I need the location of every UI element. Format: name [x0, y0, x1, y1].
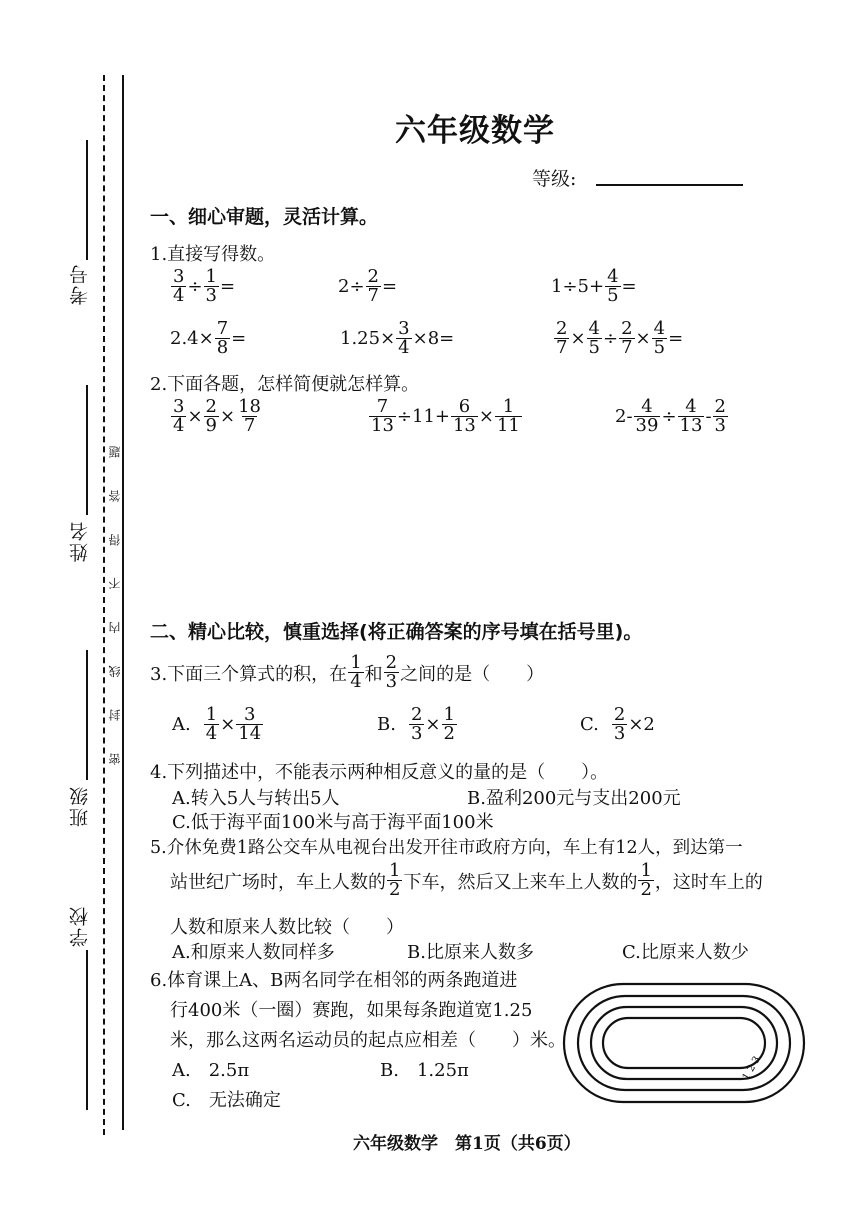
school-label: 学校 — [69, 905, 91, 947]
q4-option-c: C.低于海平面100米与高于海平面100米 — [172, 812, 494, 833]
q3-option-c: C. $\frac{2}{3}$ ×2 — [580, 704, 655, 744]
fraction: $\frac{1}{3}$ — [205, 266, 217, 306]
fraction: $\frac{4}{39}$ — [635, 396, 659, 436]
school-blank — [86, 950, 88, 1110]
fraction: $\frac{1}{4}$ — [205, 704, 218, 744]
q6-option-c: C. 无法确定 — [172, 1090, 281, 1111]
q3-stem: 3.下面三个算式的积，在 $\frac{1}{4}$ 和 $\frac{2}{3}$ 之间的是（ ） — [150, 652, 545, 692]
fraction: $\frac{3}{4}$ — [173, 396, 185, 436]
q3-option-a: A. $\frac{1}{4}$ × $\frac{3}{14}$ — [172, 704, 262, 744]
q6-line1: 6.体育课上A、B两名同学在相邻的两条跑道进 — [150, 970, 518, 991]
fraction: $\frac{3}{14}$ — [238, 704, 262, 744]
q6-option-b: B. 1.25π — [380, 1060, 469, 1081]
fraction: $\frac{1}{2}$ — [389, 860, 401, 900]
fraction: $\frac{1}{2}$ — [443, 704, 455, 744]
q4-option-b: B.盈利200元与支出200元 — [467, 788, 681, 809]
fraction: $\frac{6}{13}$ — [452, 396, 476, 436]
page-footer: 六年级数学 第1页（共6页） — [353, 1134, 581, 1154]
section1-heading: 一、细心审题，灵活计算。 — [150, 206, 379, 228]
q1-f: $\frac{2}{7}$ × $\frac{4}{5}$ ÷ $\frac{2}{7}$ × $\frac{4}{5}$ = — [556, 318, 684, 358]
fraction: $\frac{3}{4}$ — [173, 266, 185, 306]
q5-option-c: C.比原来人数少 — [622, 942, 749, 963]
q6-line3: 米，那么这两名运动员的起点应相差（ ）米。 — [170, 1030, 566, 1051]
fraction: $\frac{1}{11}$ — [496, 396, 520, 436]
section2-heading: 二、精心比较，慎重选择(将正确答案的序号填在括号里)。 — [150, 621, 643, 643]
fraction: $\frac{4}{5}$ — [607, 266, 619, 306]
q2-b: $\frac{7}{13}$ ÷11+ $\frac{6}{13}$ × $\frac{1}{11}$ — [371, 396, 520, 436]
grade-blank — [596, 184, 743, 186]
exam-no-blank — [86, 140, 88, 260]
name-label: 姓名 — [69, 520, 91, 562]
q6-option-a: A. 2.5π — [172, 1060, 250, 1081]
q1-d: 2.4× $\frac{7}{8}$ = — [170, 318, 247, 358]
q1-e: 1.25× $\frac{3}{4}$ ×8= — [340, 318, 455, 358]
fraction: $\frac{1}{2}$ — [640, 860, 652, 900]
q6-line2: 行400米（一圈）赛跑，如果每条跑道宽1.25 — [170, 1000, 533, 1021]
fraction: $\frac{7}{13}$ — [371, 396, 394, 436]
q5-line2: 站世纪广场时，车上人数的 $\frac{1}{2}$ 下车，然后又上来车上人数的 $\frac{1}{2}$ ，这时车上的 — [170, 860, 763, 900]
q1-label: 1.直接写得数。 — [150, 244, 276, 265]
q2-c: 2- $\frac{4}{39}$ ÷ $\frac{4}{13}$ - $\frac{2}{3}$ — [615, 396, 726, 436]
fraction: $\frac{2}{3}$ — [410, 704, 423, 744]
track-lane-outer — [564, 984, 804, 1102]
q5-line1: 5.介休免费1路公交车从电视台出发开往市政府方向，车上有12人，到达第一 — [150, 838, 743, 858]
track-lane-inner — [603, 1018, 765, 1068]
fraction: $\frac{4}{5}$ — [588, 318, 600, 358]
fraction: $\frac{1}{4}$ — [350, 652, 362, 692]
seal-line-note: 密 封 线 内 不 得 答 题 — [108, 432, 122, 765]
page-title: 六年级数学 — [395, 113, 555, 149]
fraction: $\frac{2}{7}$ — [556, 318, 568, 358]
fraction: $\frac{2}{3}$ — [385, 652, 398, 692]
q5-option-a: A.和原来人数同样多 — [172, 942, 335, 963]
q1-b: 2÷ $\frac{2}{7}$ = — [338, 266, 398, 306]
fraction: $\frac{4}{5}$ — [653, 318, 666, 358]
fraction: $\frac{2}{9}$ — [205, 396, 217, 436]
q1-a: $\frac{3}{4}$ ÷ $\frac{1}{3}$ = — [173, 266, 236, 306]
fraction: $\frac{7}{8}$ — [216, 318, 229, 358]
grade-label: 等级: — [532, 168, 577, 190]
q2-label: 2.下面各题，怎样简便就怎样算。 — [150, 374, 420, 395]
fraction: $\frac{2}{3}$ — [613, 704, 626, 744]
fraction: $\frac{2}{3}$ — [714, 396, 726, 436]
q4-option-a: A.转入5人与转出5人 — [172, 788, 340, 809]
exam-no-label: 考号 — [69, 263, 91, 305]
fraction: $\frac{3}{4}$ — [398, 318, 410, 358]
q5-option-b: B.比原来人数多 — [407, 942, 534, 963]
fraction: $\frac{18}{7}$ — [238, 396, 261, 436]
class-label: 班级 — [69, 785, 91, 827]
fraction: $\frac{4}{13}$ — [679, 396, 703, 436]
q1-c: 1÷5+ $\frac{4}{5}$ = — [551, 266, 637, 306]
track-lane-numbers: 1 2 3 — [740, 1054, 763, 1083]
fraction: $\frac{2}{7}$ — [621, 318, 633, 358]
q2-a: $\frac{3}{4}$ × $\frac{2}{9}$ × $\frac{18}{7}$ — [173, 396, 261, 436]
q3-option-b: B. $\frac{2}{3}$ × $\frac{1}{2}$ — [377, 704, 455, 744]
fraction: $\frac{2}{7}$ — [367, 266, 379, 306]
running-track-figure — [558, 978, 810, 1108]
q5-line3: 人数和原来人数比较（ ） — [170, 917, 404, 938]
q4-stem: 4.下列描述中，不能表示两种相反意义的量的是（ ）。 — [150, 762, 609, 783]
binding-dashed-line — [103, 75, 105, 1135]
name-blank — [86, 385, 88, 515]
class-blank — [86, 650, 88, 780]
